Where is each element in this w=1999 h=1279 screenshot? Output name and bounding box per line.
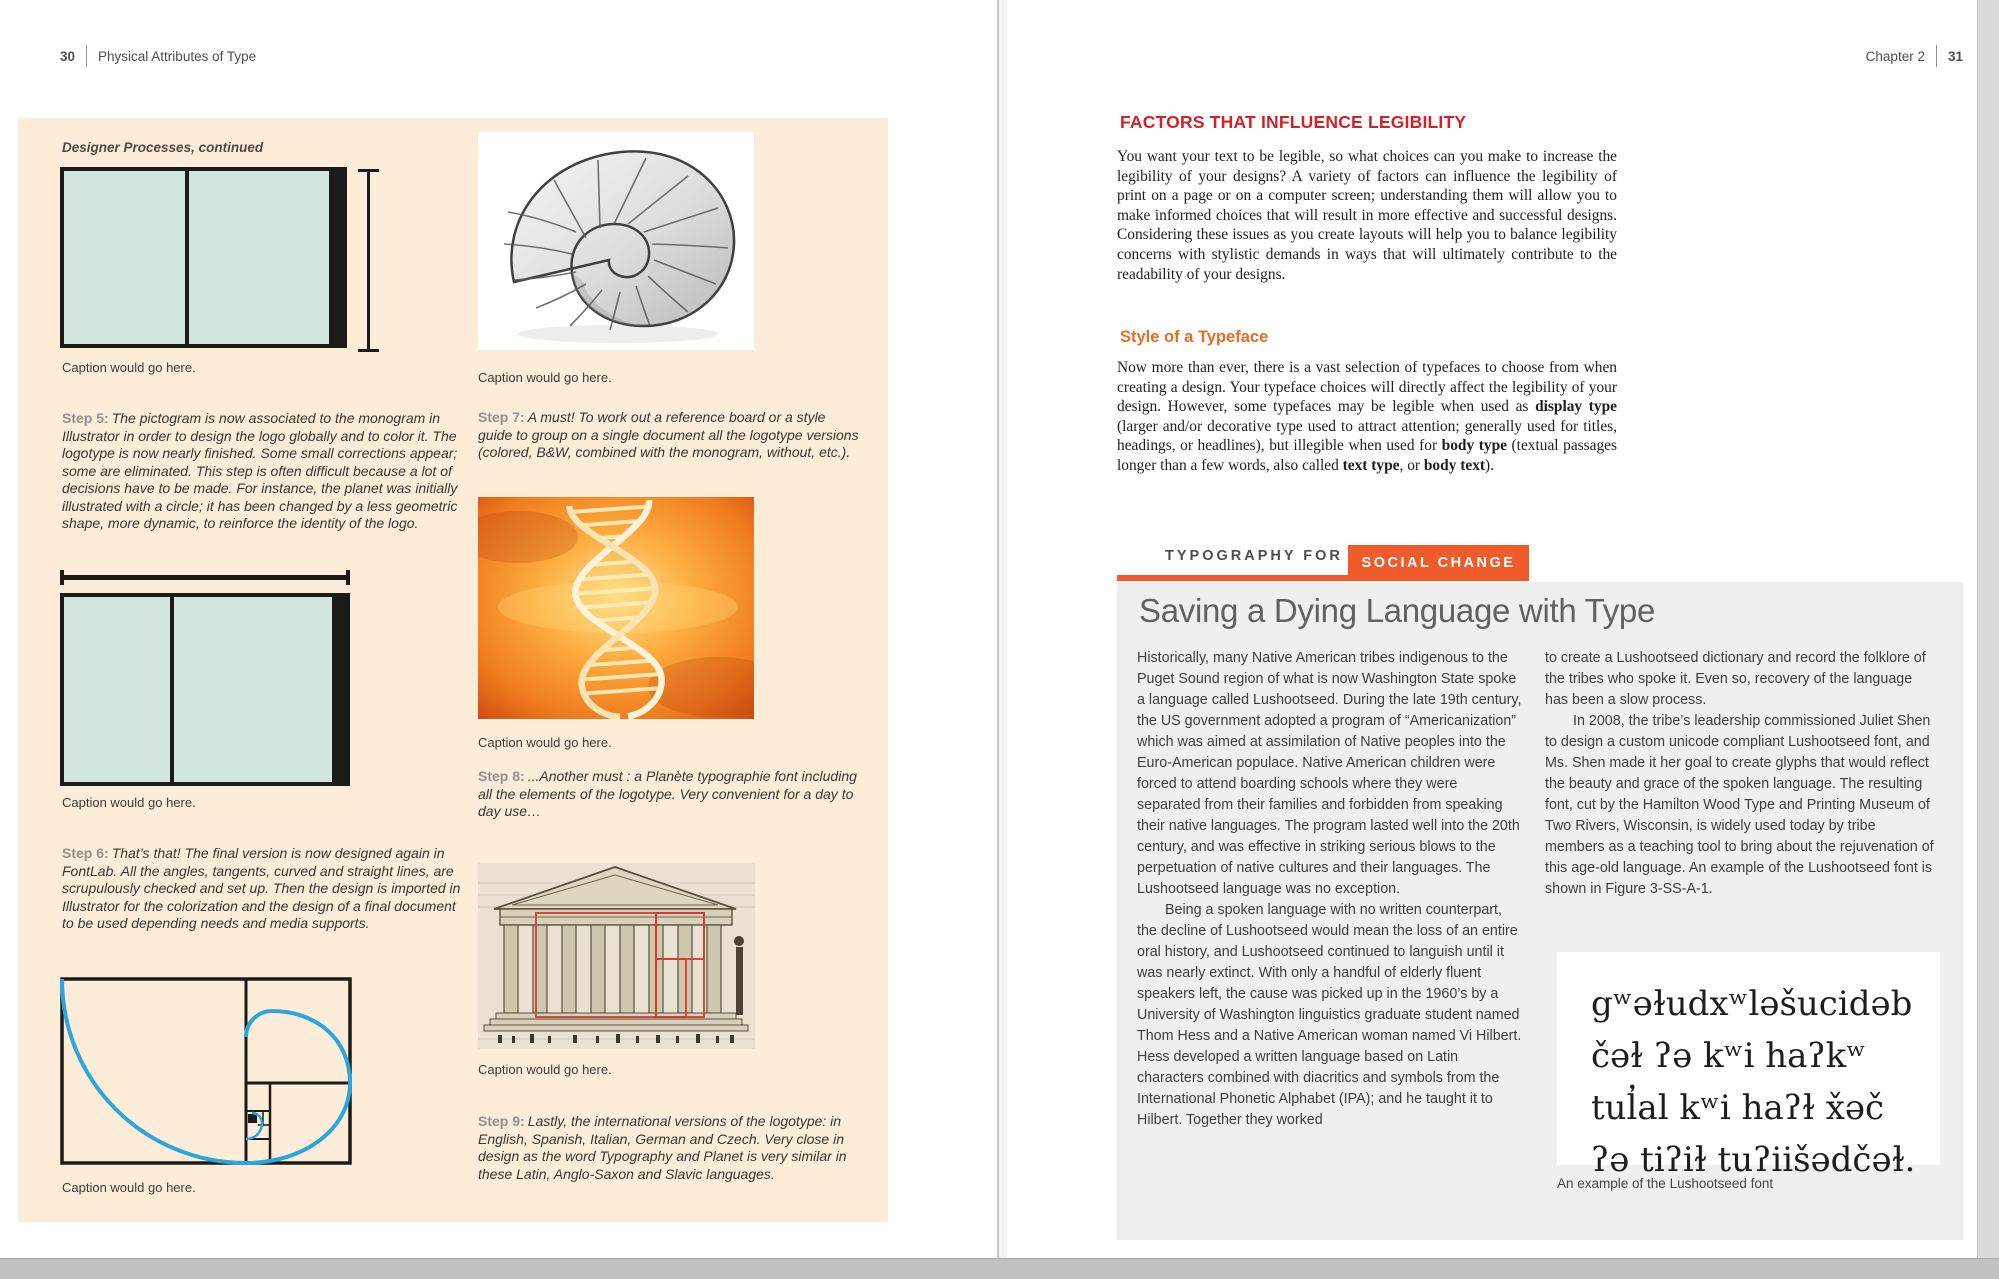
step-5-label: Step 5: [62,410,109,426]
step-5 [62,410,459,533]
step-8 [478,768,863,821]
spread-diagram-1 [60,167,380,348]
specimen-line-2: čəɫ ʔə kʷi haʔkʷ [1591,1036,1867,1076]
caption: Caption would go here. [62,360,196,375]
step-7-label: Step 7: [478,409,525,425]
specimen-line-4: ʔə tiʔiɫ tuʔiišədčəɫ. [1591,1140,1916,1180]
page-edge-bottom [0,1258,1999,1279]
caption: Caption would go here. [478,735,612,750]
step-6 [62,845,462,933]
subheading: Style of a Typeface [1120,328,1269,346]
step-8-text: ...Another must : a Planète typographie font including all the elements of the logotype. Very convenient for a day to day use… [478,768,857,819]
step-7-text: A must! To work out a reference board or a style guide to group on a single document all the logotype versions (colored, B&W, combined with the monogram, without, etc.). [478,409,859,460]
running-head-divider [1936,45,1937,67]
feature-col1-paragraph-1: Historically, many Native American tribes indigenous to the Puget Sound region of what is now Washington State spoke a language called Lushootseed. During the late 19th century, the US government adopted a program of “Americanization” which was aimed at assimilation of Native peoples into the Euro-American populace. Native American children were forced to attend boarding schools where they were separated from their families and forbidden from speaking their native languages. The program lasted well into the 20th century, and was effective in striking serious blows to the perpetuation of native cultures and their languages. The Lushootseed language was no exception. [1137,650,1522,897]
feature-kicker-highlight: SOCIAL CHANGE [1348,545,1529,581]
step-9 [478,1113,870,1183]
specimen-caption: An example of the Lushootseed font [1557,1176,1774,1191]
spread-diagram-2 [60,570,350,786]
parthenon-engraving-image [478,863,755,1049]
feature-title: Saving a Dying Language with Type [1139,592,1656,629]
dna-helix-image [478,497,754,719]
caption: Caption would go here. [478,370,612,385]
diagram-spine-bar [329,171,343,344]
step-9-text: Lastly, the international versions of the logotype: in English, Spanish, Italian, German and Czech. Very close in design as the word Typography and Planet is very similar in these Latin, Anglo-Saxon and Slavic languages. [478,1113,847,1182]
feature-col1-paragraph-2: Being a spoken language with no written counterpart, the decline of Lushootseed would mean the loss of an entire oral history, and Lushootseed continued to languish until it was nearly extinct. With only a handful of elderly fluent speakers left, the cause was picked up in the 1960’s by a University of Washington linguistics graduate student named Thom Hess and a Native American woman named Vi Hilbert. Hess developed a written language based on Latin characters combined with diacritics and symbols from the International Phonetic Alphabet (IPA); and he taught it to Hilbert. Together they worked [1137,902,1522,1128]
diagram-divider [170,597,174,782]
lushootseed-specimen [1557,952,1940,1180]
feature-col2-paragraph-2: In 2008, the tribe’s leadership commissioned Juliet Shen to design a custom unicode compliant Lushootseed font, and Ms. Shen made it her goal to create glyphs that would reflect the beauty and grace of the spoken language. The resulting font, cut by the Hamilton Wood Type and Printing Museum of Two Rivers, Wisconsin, is widely used today by tribe members as a teaching tool to bring about the rejuvenation of this age-old language. An example of the Lushootseed font is shown in Figure 3-SS-A-1. [1545,713,1934,897]
style-paragraph: Now more than ever, there is a vast selection of typefaces to choose from when creating a design. Your typeface choices will directly affect the legibility of your design. However, some typefaces may be legible when used as display type (larger and/or decorative type used to attract attention; generally used for titles, headings, or headlines), but illegible when used for body type (textual passages longer than a few words, also called text type, or body text). [1117,359,1617,474]
feature-column-1 [1137,648,1523,1131]
right-page-number: 31 [1947,48,1963,64]
step-7 [478,409,863,462]
specimen-line-1: gʷəɫudxʷləšucidəb [1591,984,1913,1024]
right-page [1007,0,1977,1258]
step-9-label: Step 9: [478,1113,525,1129]
left-page [0,0,997,1258]
feature-col2-paragraph-1: to create a Lushootseed dictionary and record the folklore of the tribes who spoke it. Even so, recovery of the language has been a slow process. [1545,650,1926,708]
diagram-spine-bar [332,597,346,782]
specimen-line-3: tul̓al kʷi haʔɫ x̌əč [1591,1088,1885,1128]
width-measure-bar [60,570,350,585]
panel-label: Designer Processes, continued [62,140,264,155]
nautilus-shell-image [478,132,754,350]
fibonacci-spiral-diagram [60,977,352,1165]
step-6-text: That’s that! The final version is now designed again in FontLab. All the angles, tangents, curved and straight lines, are scrupulously checked and set up. Then the design is imported in Illustrator for the colorization and the design of a final document to be used depending needs and media supports. [62,845,461,931]
left-page-number: 30 [60,48,76,64]
intro-paragraph: You want your text to be legible, so what choices can you make to increase the legibility of your designs? A variety of factors can influence the legibility of print on a page or on a computer screen; understanding them will allow you to make informed choices that will result in more effective and successful designs. Considering these issues as you create layouts will help you to balance legibility concerns with stylistic demands in ways that will ultimately contribute to the readability of your designs. [1117,148,1617,283]
diagram-divider [185,171,189,344]
running-head-divider [86,45,87,67]
feature-kicker: TYPOGRAPHY FOR [1165,548,1343,564]
right-running-head [1866,44,1963,68]
section-heading: FACTORS THAT INFLUENCE LEGIBILITY [1120,112,1467,132]
left-running-head [60,44,256,68]
height-measure-ibeam [358,169,379,352]
page-edge-right [1977,0,1999,1258]
step-8-label: Step 8: [478,768,525,784]
step-5-text: The pictogram is now associated to the monogram in Illustrator in order to design the logo globally and to color it. The logotype is now nearly finished. Some small corrections appear; some are eliminated. This step is often difficult because a lot of decisions have to be made. For instance, the planet was initially illustrated with a circle; it has been changed by a less geometric shape, more dynamic, to reinforce the identity of the logo. [62,410,458,531]
caption: Caption would go here. [478,1062,612,1077]
feature-kicker-rule [1117,575,1348,581]
caption: Caption would go here. [62,795,196,810]
crowd-figures [498,1034,734,1043]
right-running-title: Chapter 2 [1865,48,1925,64]
golden-spiral-curve [62,979,350,1163]
caption: Caption would go here. [62,1180,196,1195]
left-running-title: Physical Attributes of Type [98,48,257,64]
step-6-label: Step 6: [62,845,109,861]
feature-column-2 [1545,648,1937,900]
